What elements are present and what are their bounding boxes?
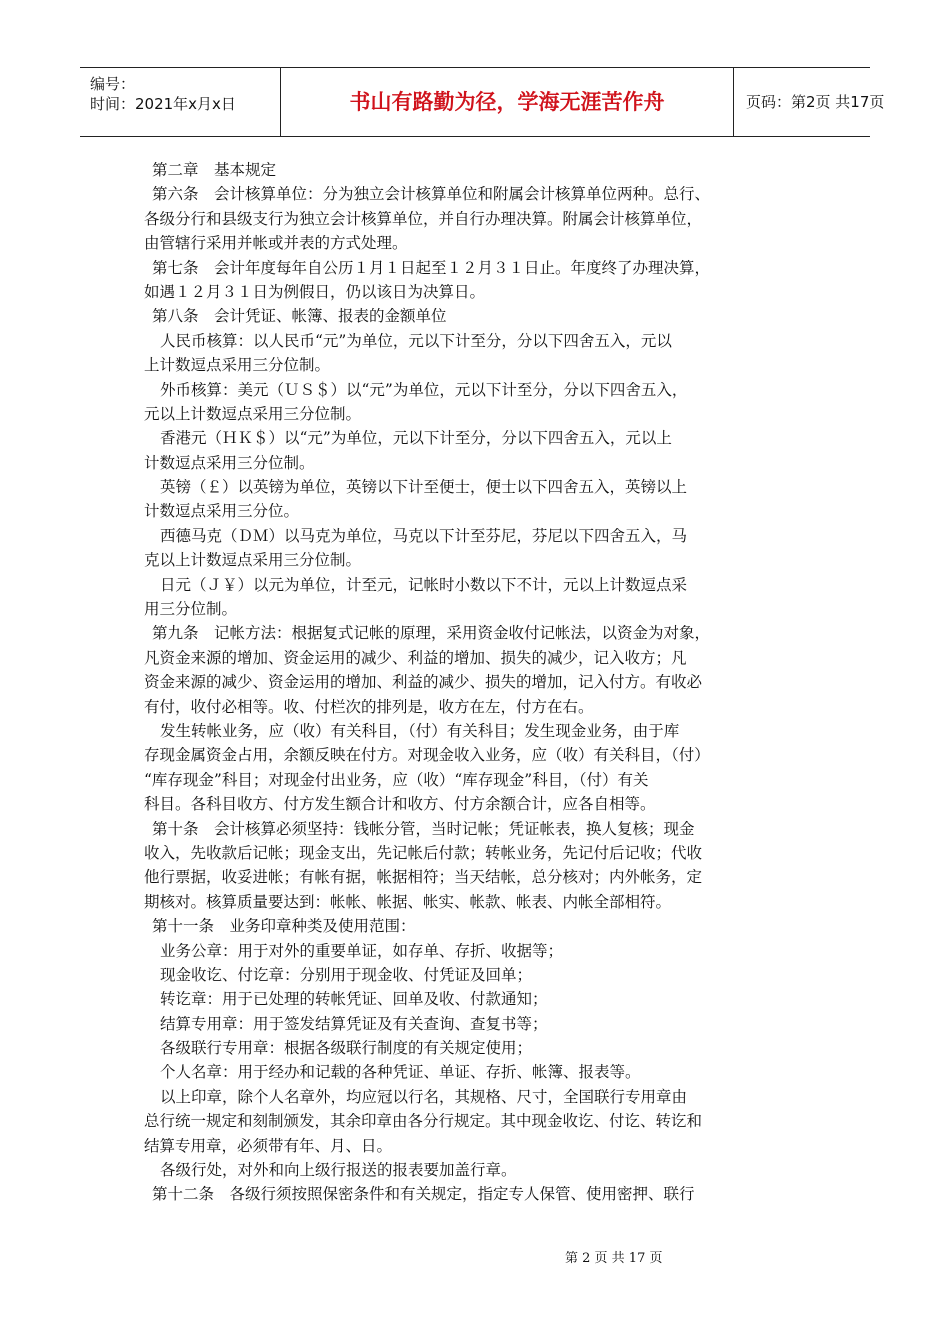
text-line: 个人名章：用于经办和记载的各种凭证、单证、存折、帐簿、报表等。 (160, 1063, 641, 1082)
header-meta (80, 68, 281, 136)
text-line: 凡资金来源的增加、资金运用的减少、利益的增加、损失的减少，记入收方；凡 (144, 648, 687, 667)
text-line: 第十二条 各级行须按照保密条件和有关规定，指定专人保管、使用密押、联行 (152, 1185, 695, 1204)
document-body (144, 158, 774, 1207)
text-line: 第十条 会计核算必须坚持：钱帐分管，当时记帐；凭证帐表，换人复核；现金 (152, 819, 695, 838)
footer-page-number: 第 2 页 共 17 页 (565, 1251, 663, 1266)
serial-label: 编号： (90, 75, 136, 93)
text-line: 英镑（￡）以英镑为单位，英镑以下计至便士，便士以下四舍五入，英镑以上 (160, 478, 688, 497)
page-header (80, 67, 885, 137)
text-line: 各级行处，对外和向上级行报送的报表要加盖行章。 (160, 1161, 517, 1180)
text-line: 第七条 会计年度每年自公历１月１日起至１２月３１日止。年度终了办理决算， (152, 258, 711, 277)
text-line: “库存现金”科目；对现金付出业务，应（收）“库存现金”科目，（付）有关 (144, 770, 649, 789)
time-label: 时间：2021年x月x日 (90, 95, 236, 113)
text-line: 期核对。核算质量要达到：帐帐、帐据、帐实、帐款、帐表、内帐全部相符。 (144, 892, 672, 911)
text-line: 第九条 记帐方法：根据复式记帐的原理，采用资金收付记帐法，以资金为对象， (152, 624, 711, 643)
text-line: 第十一条 业务印章种类及使用范围： (152, 917, 416, 936)
text-line: 计数逗点采用三分位制。 (144, 453, 315, 472)
text-line: 香港元（ＨＫ＄）以“元”为单位，元以下计至分，分以下四舍五入，元以上 (160, 429, 672, 448)
text-line: 存现金属资金占用，余额反映在付方。对现金收入业务，应（收）有关科目，（付） (144, 746, 710, 765)
text-line: 资金来源的减少、资金运用的增加、利益的减少、损失的增加，记入付方。有收必 (144, 673, 703, 692)
text-line: 第八条 会计凭证、帐簿、报表的金额单位 (152, 307, 447, 326)
text-line: 计数逗点采用三分位。 (144, 502, 300, 521)
text-line: 西德马克（ＤＭ）以马克为单位，马克以下计至芬尼，芬尼以下四舍五入，马 (160, 526, 688, 545)
text-line: 人民币核算：以人民币“元”为单位，元以下计至分，分以下四舍五入，元以 (160, 331, 672, 350)
text-line: 有付，收付必相等。收、付栏次的排列是，收方在左，付方在右。 (144, 697, 594, 716)
text-line: 收入，先收款后记帐；现金支出，先记帐后付款；转帐业务，先记付后记收；代收 (144, 843, 703, 862)
text-line: 用三分位制。 (144, 600, 238, 619)
text-line: 转讫章：用于已处理的转帐凭证、回单及收、付款通知； (160, 990, 548, 1009)
text-line: 发生转帐业务，应（收）有关科目，（付）有关科目；发生现金业务，由于库 (160, 721, 680, 740)
text-line: 结算专用章：用于签发结算凭证及有关查询、查复书等； (160, 1014, 548, 1033)
text-line: 各级分行和县级支行为独立会计核算单位，并自行办理决算。附属会计核算单位， (144, 209, 703, 228)
text-line: 各级联行专用章：根据各级联行制度的有关规定使用； (160, 1039, 533, 1058)
header-motto: 书山有路勤为径，学海无涯苦作舟 (281, 68, 734, 136)
text-line: 外币核算：美元（ＵＳ＄）以“元”为单位，元以下计至分，分以下四舍五入， (160, 380, 688, 399)
header-page-info: 页码：第2页 共17页 (746, 93, 885, 111)
text-line: 业务公章：用于对外的重要单证，如存单、存折、收据等； (160, 941, 564, 960)
text-line: 上计数逗点采用三分位制。 (144, 356, 331, 375)
text-line: 第六条 会计核算单位：分为独立会计核算单位和附属会计核算单位两种。总行、 (152, 185, 711, 204)
text-line: 第二章 基本规定 (152, 161, 277, 179)
text-line: 他行票据，收妥进帐；有帐有据，帐据相符；当天结帐，总分核对；内外帐务，定 (144, 868, 703, 887)
text-line: 总行统一规定和刻制颁发，其余印章由各分行规定。其中现金收讫、付讫、转讫和 (144, 1112, 703, 1131)
text-line: 科目。各科目收方、付方发生额合计和收方、付方余额合计，应各自相等。 (144, 795, 656, 814)
text-line: 结算专用章，必须带有年、月、日。 (144, 1136, 393, 1155)
text-line: 克以上计数逗点采用三分位制。 (144, 551, 362, 570)
text-line: 如遇１２月３１日为例假日，仍以该日为决算日。 (144, 282, 486, 301)
text-line: 以上印章，除个人名章外，均应冠以行名，其规格、尺寸，全国联行专用章由 (160, 1087, 688, 1106)
text-line: 现金收讫、付讫章：分别用于现金收、付凭证及回单； (160, 965, 533, 984)
text-line: 日元（Ｊ￥）以元为单位，计至元，记帐时小数以下不计，元以上计数逗点采 (160, 575, 688, 594)
text-line: 元以上计数逗点采用三分位制。 (144, 404, 362, 423)
text-line: 由管辖行采用并帐或并表的方式处理。 (144, 234, 408, 253)
